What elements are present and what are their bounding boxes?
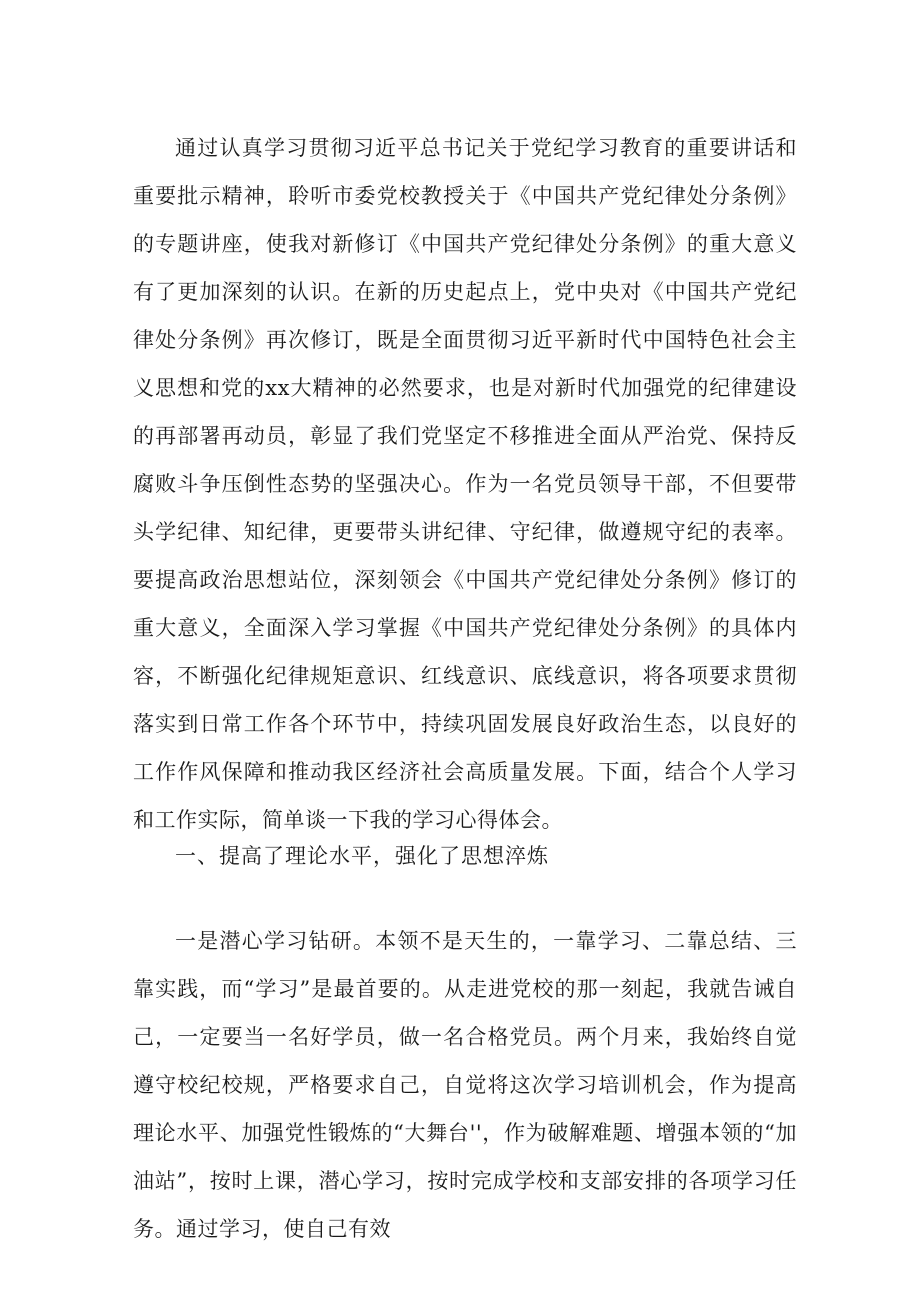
section-heading: 一、提高了理论水平，强化了思想淬炼 <box>175 844 549 868</box>
intro-paragraph: 通过认真学习贯彻习近平总书记关于党纪学习教育的重要讲话和重要批示精神，聆听市委党校教授关于《中国共产党纪律处分条例》的专题讲座，使我对新修订《中国共产党纪律处分条例》的重大意义有了更加深刻的认识。在新的历史起点上，党中央对《中国共产党纪律处分条例》再次修订，既是全面贯彻习近平新时代中国特色社会主义思想和党的xx大精神的必然要求，也是对新时代加强党的纪律建设的再部署再动员，彰显了我们党坚定不移推进全面从严治党、保持反腐败斗争压倒性态势的坚强决心。作为一名党员领导干部，不但要带头学纪律、知纪律，更要带头讲纪律、守纪律，做遵规守纪的表率。要提高政治思想站位，深刻领会《中国共产党纪律处分条例》修订的重大意义，全面深入学习掌握《中国共产党纪律处分条例》的具体内容，不断强化纪律规矩意识、红线意识、底线意识，将各项要求贯彻落实到日常工作各个环节中，持续巩固发展良好政治生态，以良好的工作作风保障和推动我区经济社会高质量发展。下面，结合个人学习和工作实际，简单谈一下我的学习心得体会。 <box>133 136 797 832</box>
body-paragraph: 一是潜心学习钻研。本领不是天生的，一靠学习、二靠总结、三靠实践，而“学习”是最首要的。从走进党校的那一刻起，我就告诫自己，一定要当一名好学员，做一名合格党员。两个月来，我始终自觉遵守校纪校规，严格要求自己，自觉将这次学习培训机会，作为提高理论水平、加强党性锻炼的“大舞台''，作为破解难题、增强本领的“加油站”，按时上课，潜心学习，按时完成学校和支部安排的各项学习任务。通过学习，使自己有效 <box>133 929 797 1241</box>
